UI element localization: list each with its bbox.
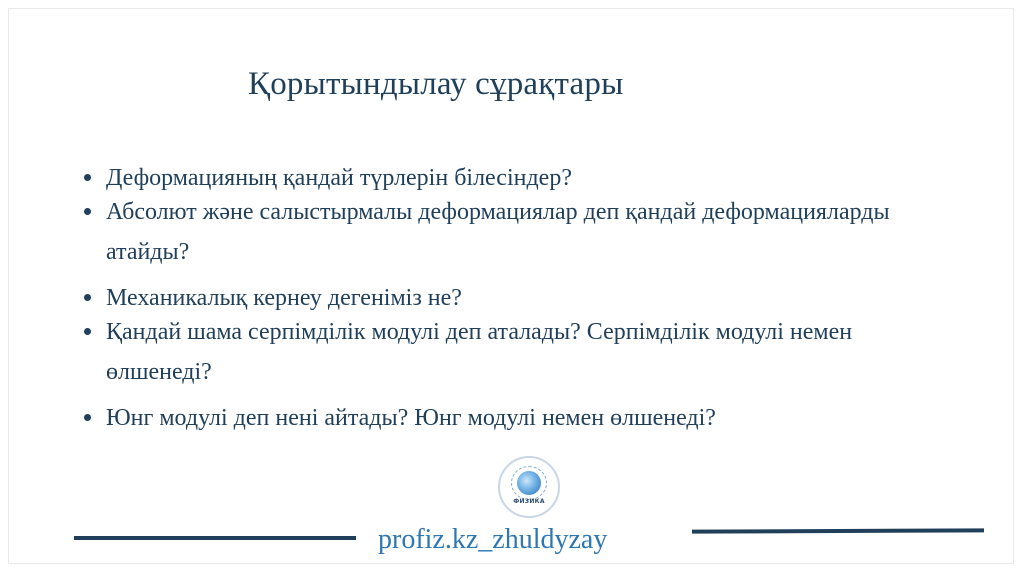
question-item xyxy=(80,192,940,272)
question-item xyxy=(80,312,940,392)
bullet-icon xyxy=(84,414,91,421)
question-text: Абсолют және салыстырмалы деформациялар деп қандай деформацияларды атайды? xyxy=(106,199,890,265)
bullet-icon xyxy=(84,328,91,335)
bullet-icon xyxy=(84,208,91,215)
bullet-icon xyxy=(84,174,91,181)
globe-icon xyxy=(517,471,541,495)
slide-title: Қорытындылау сұрақтары xyxy=(248,66,624,102)
question-text: Механикалық кернеу дегеніміз не? xyxy=(106,285,462,311)
logo-label: ФИЗИКА xyxy=(513,498,545,505)
bullet-icon xyxy=(84,294,91,301)
physics-logo xyxy=(498,456,560,518)
question-text: Қандай шама серпімділік модулі деп аталады? Серпімділік модулі немен өлшенеді? xyxy=(106,319,853,385)
footer-credit: profiz.kz_zhuldyzay xyxy=(378,524,608,555)
question-text: Деформацияның қандай түрлерін білесіндер? xyxy=(106,165,572,191)
question-text: Юнг модулі деп нені айтады? Юнг модулі немен өлшенеді? xyxy=(106,405,716,431)
question-list xyxy=(80,158,940,438)
footer-divider-left xyxy=(74,536,356,540)
question-item xyxy=(80,398,940,438)
